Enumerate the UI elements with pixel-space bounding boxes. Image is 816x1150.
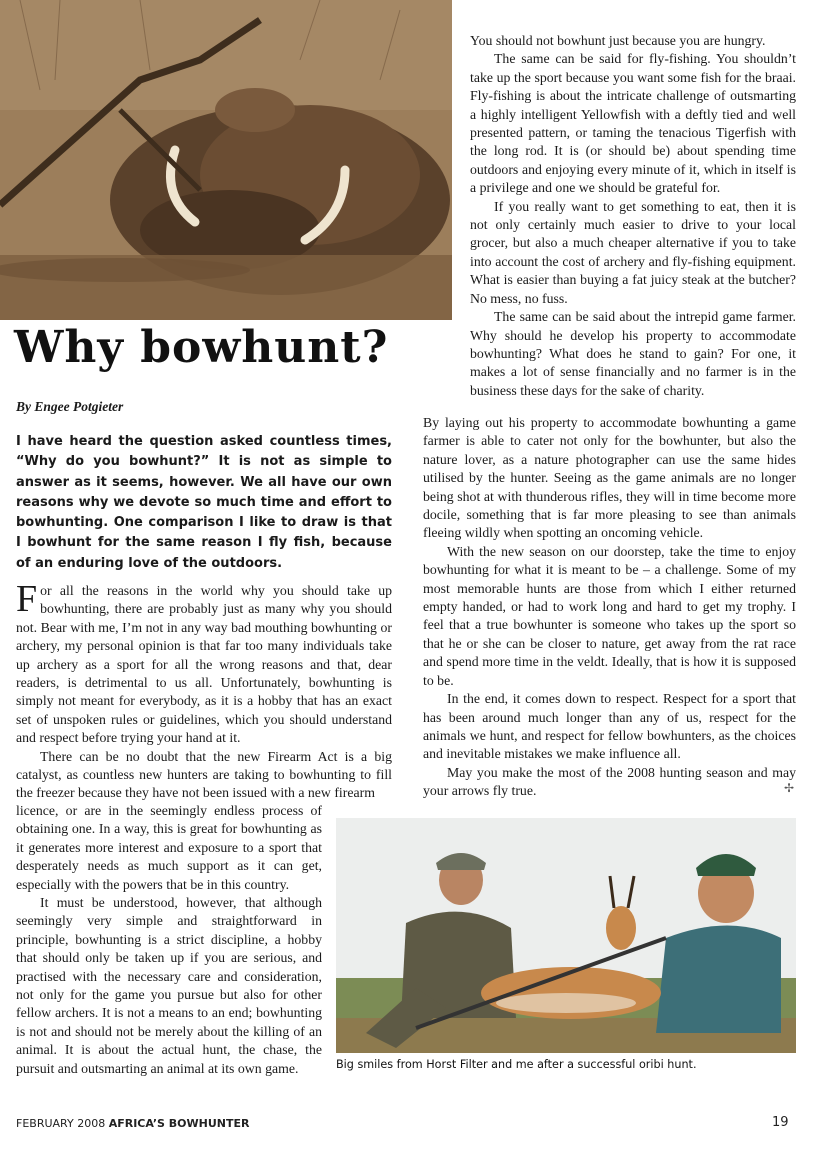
right-column-top xyxy=(470,32,796,400)
paragraph-1-text: or all the reasons in the world why you should take up bowhunting, there are probably just as many why you should not. Bear with me, I’m not in any way bad mouthing bowhunting or archery, my personal opinion is that far too many individuals take up archery as a sport for all the wrong reasons and that, dear readers, is detrimental to us all. Unfortunately, bowhunting is simply not meant for everybody, as it is a hobby that has an exact set of unspoken rules or guidelines, which you should understand and respect before trying your hand at it. xyxy=(16,583,392,746)
left-column-top xyxy=(16,578,392,803)
paragraph-3: It must be understood, however, that although seemingly very simple and straightforward in principle, bowhunting is a strict discipline, a hobby that should only be taken up if you are serious, and practised with the necessary care and consideration, not only for the game you pursue but also for other fellow archers. It is not a means to an end; bowhunting is not and should not be merely about the killing of an animal. It is about the actual hunt, the chase, the pursuit and outsmarting an animal at its own game. xyxy=(16,895,322,1076)
right-paragraph-2: If you really want to get something to eat, then it is not only certainly much easier to drive to your local grocer, but also a much cheaper alternative if you to take into account the cost of archery and fly-fishing equipment. What is easier than buying a fat juicy steak at the butcher? No mess, no fuss. xyxy=(470,198,796,306)
footer-issue xyxy=(16,1117,250,1130)
right-paragraph-4: With the new season on our doorstep, take the time to enjoy bowhunting for what it is meant to be – a challenge. Some of my most memorable hunts are those from which I either returned empty handed, or had to work long and hard to get my trophy. I feel that a true bowhunter is someone who takes up the sport so that he or she can be closer to nature, get away from the rat race and spend more time in the veldt. Ideally, that is how it is supposed to be. xyxy=(423,543,796,688)
photo-caption: Big smiles from Horst Filter and me after a successful oribi hunt. xyxy=(336,1058,697,1071)
byline: By Engee Potgieter xyxy=(16,399,124,414)
right-paragraph-3b: By laying out his property to accommodate bowhunting a game farmer is able to cater not only for the bowhunter, but also the nature lover, as a nature photographer can use the same hides utilised by the hunter. Seeing as the game animals are no longer being shot at with thunderous rifles, they will in time become more docile, something that is far more pleasing to see than animals fleeing wildly when spotting an oncoming vehicle. xyxy=(423,415,796,541)
right-paragraph-3a: The same can be said about the intrepid game farmer. Why should he develop his property to accommodate bowhunting? What does he stand to gain? For one, it makes a lot of sense financially and no farmer is in the business these days for the sake of charity. xyxy=(470,309,796,398)
warthog-photo xyxy=(0,0,452,320)
paragraph-1 xyxy=(16,578,392,748)
right-paragraph-5: In the end, it comes down to respect. Respect for a sport that has been around much longer than any of us, respect for the animals we hunt, and respect for fellow bowhunters, as the choices and inevitable mistakes we make influence all. xyxy=(423,691,796,762)
hunters-with-oribi-photo xyxy=(336,818,796,1053)
drop-cap: F xyxy=(16,578,38,620)
intro-paragraph: I have heard the question asked countless times, “Why do you bowhunt?” It is not as simple to answer as it seems, however. We all have our own reasons why we devote so much time and effort to bowhunting. One comparison I like to draw is that I bowhunt for the same reason I fly fish, because of an enduring love of the outdoors. xyxy=(16,434,392,571)
warthog-photo-art xyxy=(0,0,452,320)
right-paragraph-1: The same can be said for fly-fishing. You shouldn’t take up the sport because you want some fish for the braai. Fly-fishing is about the intricate challenge of outsmarting a highly intelligent Yellowfish with a deftly tied and well presented pattern, or taming the tenacious Tigerfish with the long rod. It is (or should be) about spending time outdoors and enjoying every minute of it, which in itself is a privilege and one we should be grateful for. xyxy=(470,51,796,196)
page-title: Why bowhunt? xyxy=(14,322,389,373)
paragraph-2b: licence, or are in the seemingly endless process of obtaining one. In a way, this is great for bowhunting as it generates more interest and exposure to a sport that desperately needs as much support as it can get, especially with the powers that be in this country. xyxy=(16,803,322,892)
right-paragraph-0: You should not bowhunt just because you are hungry. xyxy=(470,33,766,48)
paragraph-2a: There can be no doubt that the new Firearm Act is a big catalyst, as countless new hunters are taking to bowhunting to fill the freezer because they have not been issued with a new firearm xyxy=(16,748,392,801)
right-column-bottom xyxy=(423,414,796,801)
left-column-bottom xyxy=(16,802,322,1078)
footer-date: FEBRUARY 2008 xyxy=(16,1117,106,1130)
end-mark-icon: ✢ xyxy=(784,781,795,795)
footer-magazine: AFRICA’S BOWHUNTER xyxy=(108,1117,250,1130)
page-number: 19 xyxy=(772,1115,789,1130)
right-paragraph-6: May you make the most of the 2008 hunting season and may your arrows fly true. xyxy=(423,764,796,799)
hunters-photo-art xyxy=(336,818,796,1053)
